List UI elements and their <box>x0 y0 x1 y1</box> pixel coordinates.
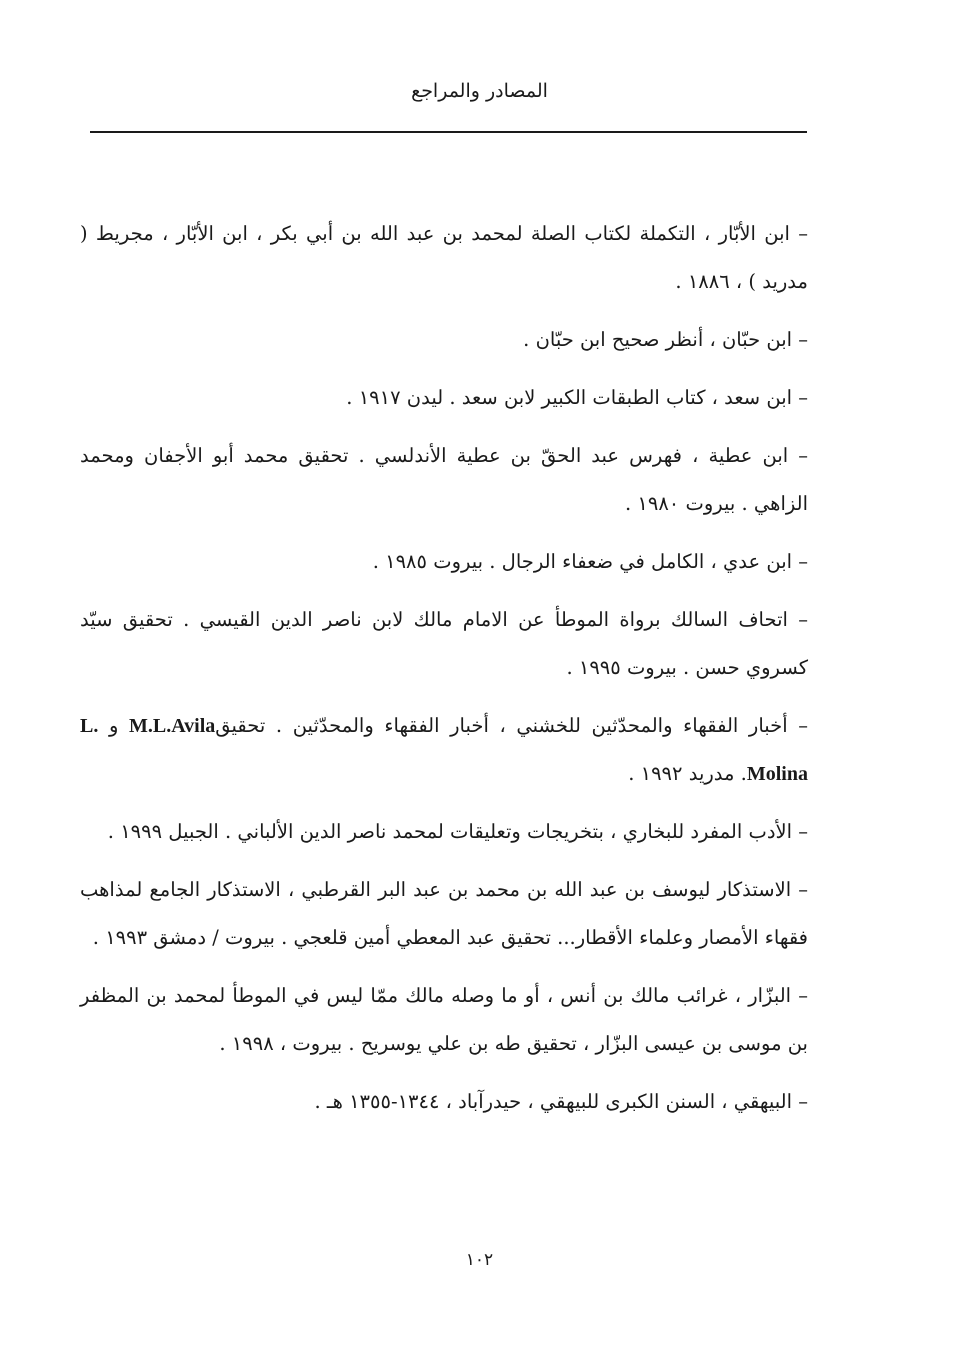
bibliography-entry: – البيهقي ، السنن الكبرى للبيهقي ، حيدرآباد ، ١٣٤٤-١٣٥٥ هـ . <box>314 1090 808 1113</box>
bibliography-entry: – ابن الأبّار ، التكملة لكتاب الصلة لمحمد بن عبد الله بن أبي بكر ، ابن الأبّار ، مجريط ( مدريد ) ، ١٨٨٦ . <box>80 222 808 293</box>
header-divider <box>90 131 807 133</box>
bibliography-entry: – ابن عدي ، الكامل في ضعفاء الرجال . بيروت ١٩٨٥ . <box>372 550 808 573</box>
bibliography-entry <box>80 702 808 798</box>
editor-name-latin: M.L.Avila <box>128 715 216 737</box>
running-header-title: المصادر والمراجع <box>411 80 548 102</box>
bibliography-entry: – ابن سعد ، كتاب الطبقات الكبير لابن سعد . ليدن ١٩١٧ . <box>346 386 808 409</box>
bibliography-entry: – اتحاف السالك برواة الموطأ عن الامام مالك لابن ناصر الدين القيسي . تحقيق سيّد كسروي حسن . بيروت ١٩٩٥ . <box>80 608 808 679</box>
bibliography-entry: – البزّار ، غرائب مالك بن أنس ، أو ما وصله مالك ممّا ليس في الموطأ لمحمد بن المظفر بن موسى بن عيسى البزّار ، تحقيق طه بن علي يوسريح . بيروت ، ١٩٩٨ . <box>80 984 808 1055</box>
bibliography-list <box>80 210 808 1136</box>
editor-name-latin: L. Molina <box>80 715 808 785</box>
bibliography-entry: – ابن حبّان ، أنظر صحيح ابن حبّان . <box>523 328 808 351</box>
entry-text-segment: و <box>98 714 129 737</box>
page-number: ١٠٢ <box>465 1250 494 1270</box>
bibliography-entry: – الاستذكار ليوسف بن عبد الله بن محمد بن عبد البر القرطبي ، الاستذكار الجامع لمذاهب فقهاء الأمصار وعلماء الأقطار... تحقيق عبد المعطي أمين قلعجي . بيروت / دمشق ١٩٩٣ . <box>80 878 808 949</box>
bibliography-entry: – ابن عطية ، فهرس عبد الحقّ بن عطية الأندلسي . تحقيق محمد أبو الأجفان ومحمد الزاهي . بيروت ١٩٨٠ . <box>80 444 808 515</box>
bibliography-entry: – الأدب المفرد للبخاري ، بتخريجات وتعليقات لمحمد ناصر الدين الألباني . الجبيل ١٩٩٩ . <box>107 820 808 843</box>
entry-text-segment: – أخبار الفقهاء والمحدّثين للخشني ، أخبار الفقهاء والمحدّثين . تحقيق <box>215 714 808 737</box>
entry-text-segment: . مدريد ١٩٩٢ . <box>628 762 747 785</box>
